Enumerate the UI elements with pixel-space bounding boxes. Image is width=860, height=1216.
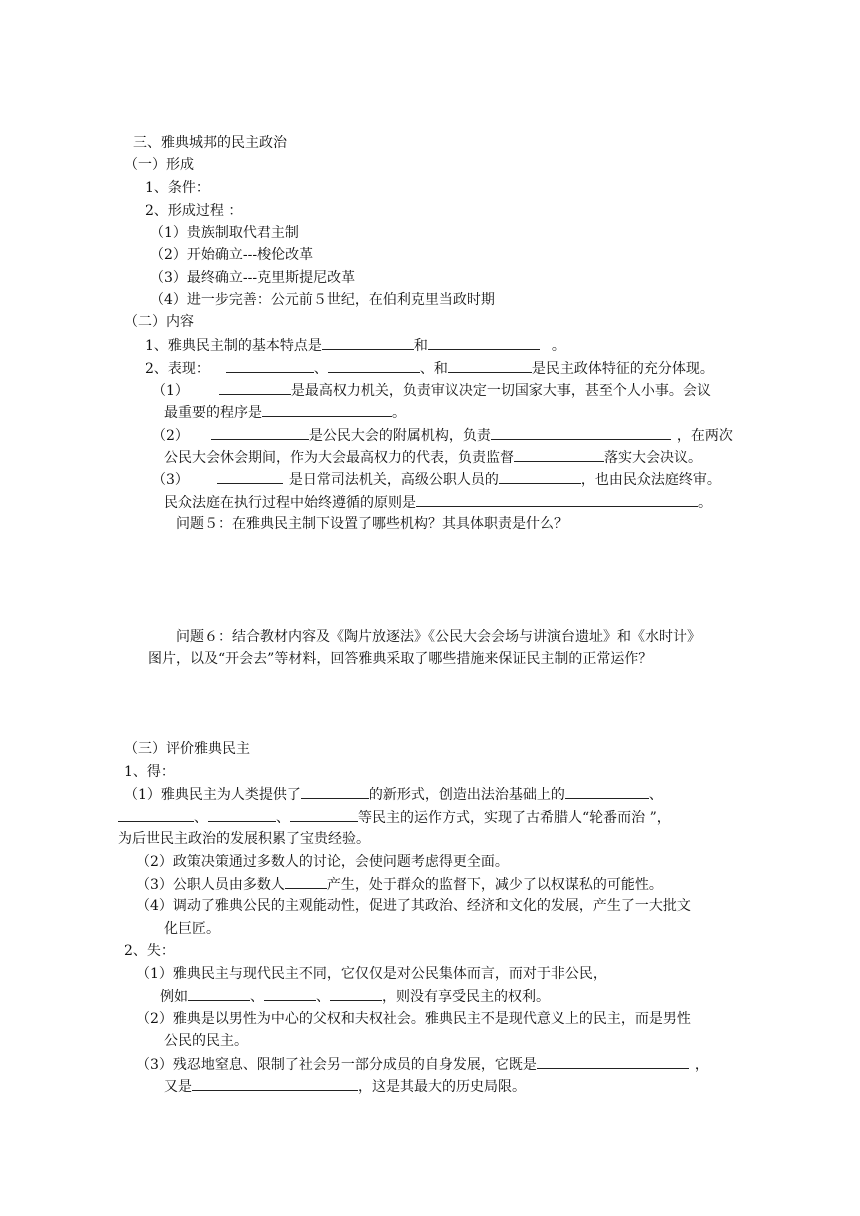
fill-blank[interactable] [328, 359, 420, 373]
fill-blank[interactable] [208, 808, 276, 822]
content-item-2: 2、表现： 、 、和 是民主政体特征的充分体现。 [145, 361, 714, 377]
gain-4-line-1: （4）调动了雅典公民的主观能动性，促进了其政治、经济和文化的发展，产生了一大批文 [136, 898, 691, 914]
fill-blank[interactable] [290, 808, 358, 822]
formation-step-3: （3）最终确立---克里斯提尼改革 [150, 270, 356, 286]
fill-blank[interactable] [565, 785, 649, 799]
fill-blank[interactable] [226, 359, 314, 373]
fill-blank[interactable] [188, 987, 250, 1001]
question-5: 问题５：在雅典民主制下设置了哪些机构？其具体职责是什么？ [176, 516, 568, 532]
assembly-line-2: 最重要的程序是 。 [164, 405, 406, 421]
formation-condition: 1、条件： [145, 180, 210, 196]
fill-blank[interactable] [514, 448, 604, 462]
evaluation-heading: （三）评价雅典民主 [124, 741, 250, 757]
section-title: 三、雅典城邦的民主政治 [133, 135, 287, 151]
question-6-line-1: 问题６：结合教材内容及《陶片放逐法》《公民大会会场与讲演台遗址》和《水时计》 [176, 629, 701, 645]
question-6-line-2: 图片，以及“开会去”等材料，回答雅典采取了哪些措施来保证民主制的正常运作？ [148, 651, 653, 667]
fill-blank[interactable] [416, 493, 698, 507]
formation-step-1: （1）贵族制取代君主制 [150, 225, 299, 241]
gain-heading: 1、得： [124, 764, 175, 780]
fill-blank[interactable] [322, 336, 414, 350]
gain-1-line-1: （1）雅典民主为人类提供了 的新形式，创造出法治基础上的 、 [124, 787, 663, 803]
assembly-line-1: （1） 是最高权力机关，负责审议决定一切国家大事，甚至个人小事。会议 [152, 383, 711, 399]
council-line-1: （2） 是公民大会的附属机构，负责 ，在两次 [152, 428, 733, 444]
gain-1-line-3: 为后世民主政治的发展积累了宝贵经验。 [118, 831, 370, 847]
fill-blank[interactable] [448, 359, 532, 373]
loss-3-line-2: 又是 ，这是其最大的历史局限。 [164, 1079, 526, 1095]
gain-3: （3）公职人员由多数人 产生，处于群众的监督下，减少了以权谋私的可能性。 [136, 877, 663, 893]
fill-blank[interactable] [262, 403, 392, 417]
formation-step-4: （4）进一步完善：公元前５世纪，在伯利克里当政时期 [150, 292, 495, 308]
fill-blank[interactable] [118, 808, 194, 822]
loss-1-line-1: （1）雅典民主与现代民主不同，它仅仅是对公民集体而言，而对于非公民， [136, 966, 607, 982]
loss-heading: 2、失： [124, 943, 175, 959]
loss-2-line-1: （2）雅典是以男性为中心的父权和夫权社会。雅典民主不是现代意义上的民主，而是男性 [136, 1011, 691, 1027]
formation-step-2: （2）开始确立---梭伦改革 [150, 247, 314, 263]
fill-blank[interactable] [192, 1077, 358, 1091]
loss-2-line-2: 公民的民主。 [164, 1033, 248, 1049]
fill-blank[interactable] [211, 426, 309, 440]
fill-blank[interactable] [330, 987, 382, 1001]
fill-blank[interactable] [428, 336, 540, 350]
fill-blank[interactable] [285, 875, 327, 889]
council-line-2: 公民大会休会期间，作为大会最高权力的代表，负责监督 落实大会决议。 [164, 450, 702, 466]
gain-4-line-2: 化巨匠。 [164, 921, 220, 937]
formation-heading: （一）形成 [124, 157, 194, 173]
gain-2: （2）政策决策通过多数人的讨论，会使问题考虑得更全面。 [136, 854, 509, 870]
fill-blank[interactable] [499, 470, 581, 484]
court-line-2: 民众法庭在执行过程中始终遵循的原则是 。 [164, 495, 712, 511]
loss-1-line-2: 例如 、 、 ，则没有享受民主的权利。 [160, 989, 550, 1005]
content-heading: （二）内容 [124, 314, 194, 330]
fill-blank[interactable] [301, 785, 369, 799]
gain-1-line-2: 、 、 等民主的运作方式，实现了古希腊人“轮番而治 ”， [118, 808, 671, 827]
fill-blank[interactable] [537, 1055, 689, 1069]
content-item-1: 1、雅典民主制的基本特点是 和 。 [145, 338, 566, 354]
formation-process: 2、形成过程 ： [145, 203, 243, 219]
fill-blank[interactable] [217, 470, 283, 484]
loss-3-line-1: （3）残忍地窒息、限制了社会另一部分成员的自身发展，它既是 ， [136, 1057, 709, 1073]
fill-blank[interactable] [491, 426, 671, 440]
court-line-1: （3） 是日常司法机关，高级公职人员的 ，也由民众法庭终审。 [152, 472, 721, 488]
fill-blank[interactable] [219, 381, 291, 395]
fill-blank[interactable] [264, 987, 316, 1001]
